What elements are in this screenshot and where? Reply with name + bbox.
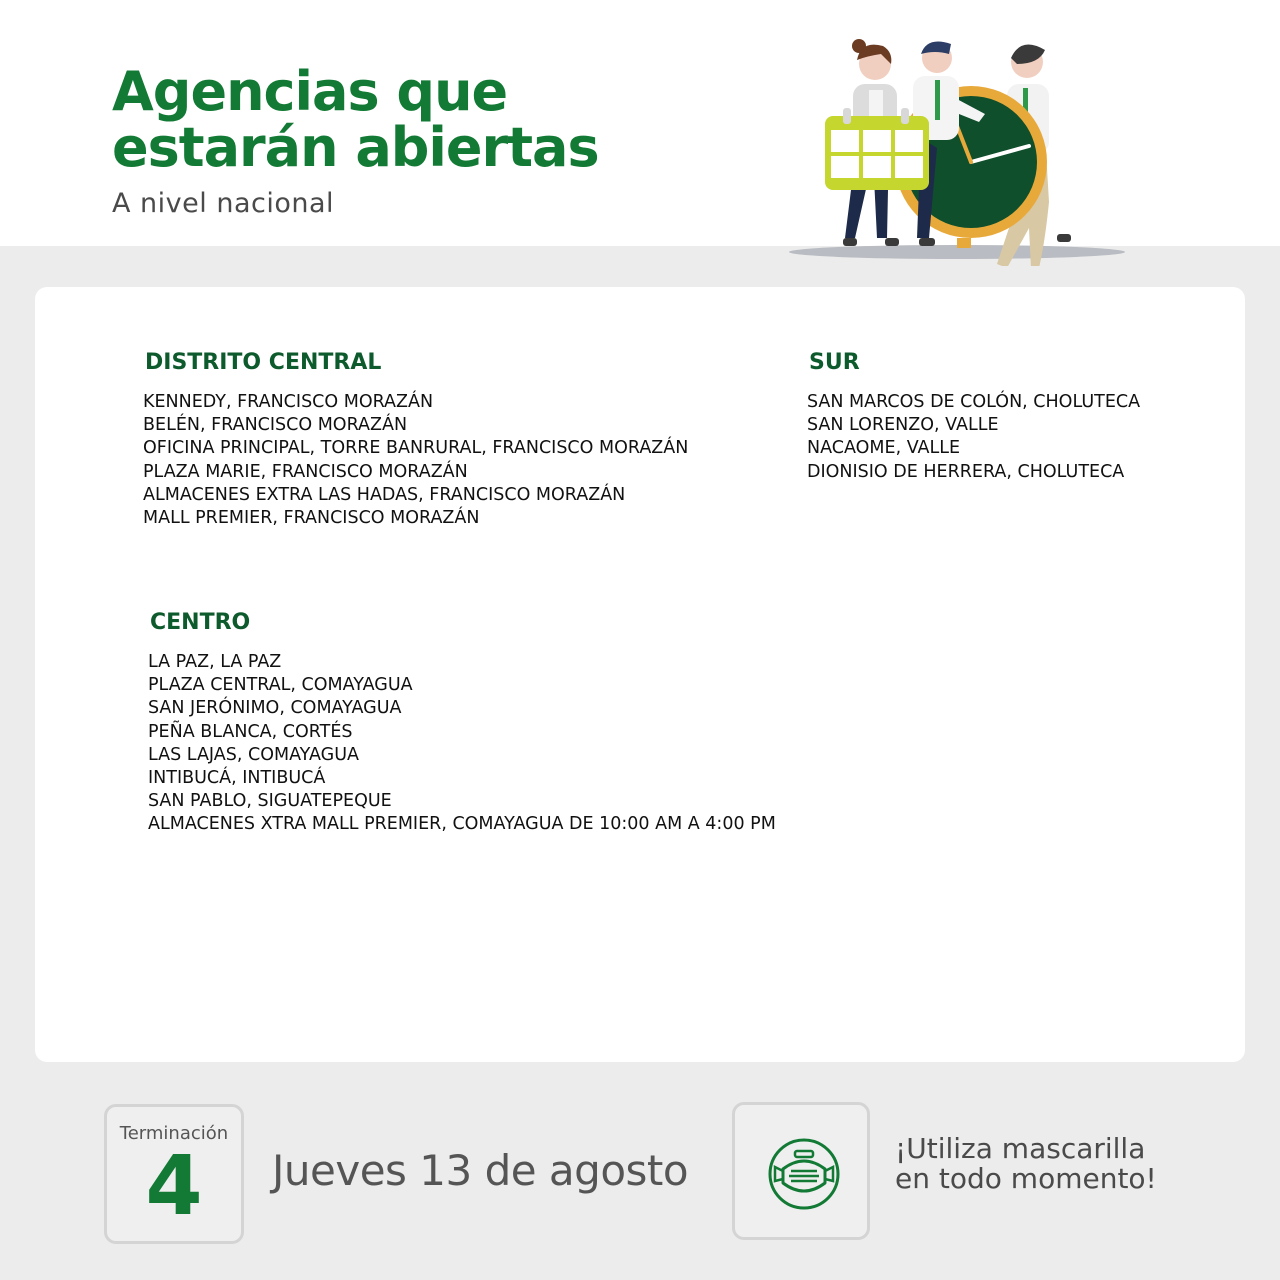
list-item: PLAZA MARIE, FRANCISCO MORAZÁN	[143, 461, 468, 482]
header-area	[0, 0, 1280, 246]
agencies-card	[35, 287, 1245, 1062]
page-subtitle: A nivel nacional	[112, 188, 335, 219]
agency-list-centro	[148, 651, 776, 837]
face-mask-icon	[765, 1135, 843, 1213]
list-item: ALMACENES EXTRA LAS HADAS, FRANCISCO MORAZÁN	[143, 484, 626, 505]
title-line-1: Agencias que	[112, 60, 508, 123]
list-item: PEÑA BLANCA, CORTÉS	[148, 721, 353, 742]
section-centro	[148, 610, 776, 837]
mask-badge	[732, 1102, 870, 1240]
list-item: DIONISIO DE HERRERA, CHOLUTECA	[807, 461, 1125, 482]
list-item: NACAOME, VALLE	[807, 438, 961, 459]
section-heading-sur: SUR	[809, 350, 860, 375]
termination-badge	[104, 1104, 244, 1244]
section-heading-distrito-central: DISTRITO CENTRAL	[145, 350, 382, 375]
list-item: SAN LORENZO, VALLE	[807, 415, 999, 436]
mask-reminder-line-1: ¡Utiliza mascarilla	[895, 1132, 1146, 1165]
list-item: LA PAZ, LA PAZ	[148, 652, 282, 672]
section-heading-centro: CENTRO	[150, 610, 251, 635]
agency-list-sur	[807, 391, 1140, 484]
people-with-calendar-and-clock-illustration	[785, 34, 1135, 266]
list-item: KENNEDY, FRANCISCO MORAZÁN	[143, 392, 434, 412]
mask-reminder-line-2: en todo momento!	[895, 1162, 1157, 1195]
termination-number: 4	[145, 1139, 203, 1234]
list-item: INTIBUCÁ, INTIBUCÁ	[148, 768, 326, 789]
list-item: SAN PABLO, SIGUATEPEQUE	[148, 791, 392, 812]
list-item: PLAZA CENTRAL, COMAYAGUA	[148, 675, 413, 696]
mask-reminder	[895, 1134, 1157, 1194]
section-distrito-central	[143, 350, 688, 530]
list-item: BELÉN, FRANCISCO MORAZÁN	[143, 415, 408, 436]
schedule-date: Jueves 13 de agosto	[272, 1146, 689, 1195]
page-title	[112, 60, 599, 179]
section-sur	[807, 350, 1140, 484]
list-item: SAN JERÓNIMO, COMAYAGUA	[148, 698, 402, 719]
list-item: LAS LAJAS, COMAYAGUA	[148, 744, 360, 765]
list-item: SAN MARCOS DE COLÓN, CHOLUTECA	[807, 392, 1141, 412]
title-line-2: estarán abiertas	[112, 116, 599, 179]
list-item: ALMACENES XTRA MALL PREMIER, COMAYAGUA DE 10:00 AM A 4:00 PM	[148, 814, 776, 835]
list-item: MALL PREMIER, FRANCISCO MORAZÁN	[143, 508, 480, 529]
agency-list-distrito-central	[143, 391, 688, 530]
list-item: OFICINA PRINCIPAL, TORRE BANRURAL, FRANCISCO MORAZÁN	[143, 438, 689, 459]
termination-label: Terminación	[119, 1123, 229, 1144]
